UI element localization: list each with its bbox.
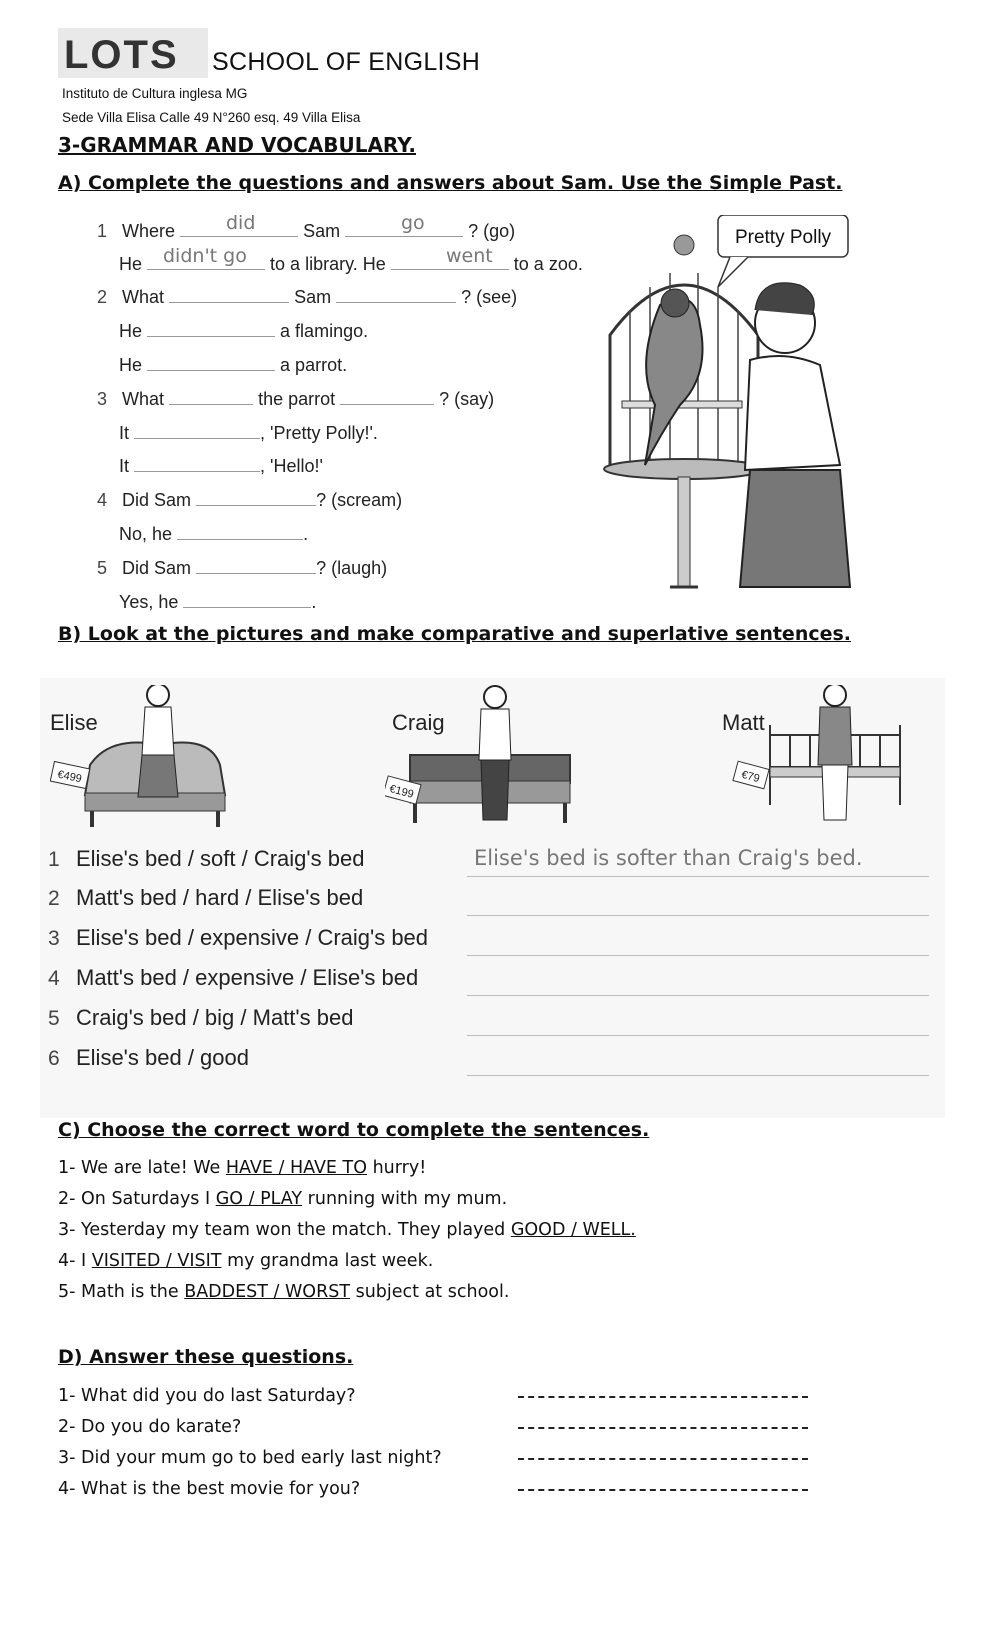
price-tag-craig: €199: [388, 782, 415, 801]
price-tag-elise: €499: [56, 768, 83, 786]
section-a-heading: A) Complete the questions and answers about Sam. Use the Simple Past.: [58, 172, 843, 194]
c-choice[interactable]: GO / PLAY: [215, 1189, 303, 1209]
d-answer-line[interactable]: [518, 1458, 808, 1462]
answer-go: go: [401, 212, 425, 234]
c-item: 1- We are late! We HAVE / HAVE TO hurry!: [58, 1158, 427, 1178]
section-c-heading: C) Choose the correct word to complete the sentences.: [58, 1119, 650, 1141]
a-line-12: Yes, he .: [119, 589, 316, 613]
c-choice[interactable]: VISITED / VISIT: [91, 1251, 222, 1271]
c-choice[interactable]: GOOD / WELL.: [510, 1220, 636, 1240]
section-title: 3-GRAMMAR AND VOCABULARY.: [58, 133, 417, 157]
person-name-elise: Elise: [50, 710, 98, 735]
speech-bubble-text: Pretty Polly: [734, 227, 832, 248]
b-answer-line[interactable]: [467, 955, 929, 956]
a-blank[interactable]: [340, 386, 434, 405]
a-line-7: It , 'Pretty Polly!'.: [119, 420, 378, 444]
a-line-1: 1 Where Sam ? (go): [97, 218, 515, 242]
school-name: SCHOOL OF ENGLISH: [212, 48, 481, 76]
a-blank[interactable]: [134, 420, 260, 439]
b-item-answer: Elise's bed is softer than Craig's bed.: [474, 846, 863, 870]
c-item: 4- I VISITED / VISIT my grandma last week.: [58, 1251, 434, 1271]
a-blank[interactable]: [169, 386, 253, 405]
a-line-11: 5 Did Sam ? (laugh): [97, 555, 387, 579]
d-question: 1- What did you do last Saturday?: [58, 1386, 356, 1406]
answer-did: did: [226, 212, 256, 234]
answer-didnt-go: didn't go: [163, 245, 247, 267]
b-item-number: 5: [48, 1007, 60, 1030]
d-question: 2- Do you do karate?: [58, 1417, 242, 1437]
b-item-prompt: Matt's bed / hard / Elise's bed: [76, 885, 364, 910]
c-choice[interactable]: HAVE / HAVE TO: [225, 1158, 368, 1178]
matt-bed-illustration: [730, 685, 930, 845]
b-item-number: 2: [48, 887, 60, 910]
craig-bed-illustration: [385, 685, 585, 845]
address: Sede Villa Elisa Calle 49 N°260 esq. 49 Villa Elisa: [62, 110, 361, 125]
b-answer-line[interactable]: [467, 915, 929, 916]
a-blank[interactable]: [169, 284, 289, 303]
c-item: 5- Math is the BADDEST / WORST subject at school.: [58, 1282, 510, 1302]
b-item-prompt: Elise's bed / good: [76, 1045, 249, 1070]
a-line-2: He to a library. He to a zoo.: [119, 251, 583, 275]
c-item: 2- On Saturdays I GO / PLAY running with my mum.: [58, 1189, 508, 1209]
a-line-10: No, he .: [119, 521, 308, 545]
c-item: 3- Yesterday my team won the match. They played GOOD / WELL.: [58, 1220, 636, 1240]
b-answer-line[interactable]: [467, 995, 929, 996]
a-blank[interactable]: [336, 284, 456, 303]
b-answer-line[interactable]: [467, 1035, 929, 1036]
a-line-3: 2 What Sam ? (see): [97, 284, 517, 308]
d-question: 4- What is the best movie for you?: [58, 1479, 361, 1499]
b-answer-line[interactable]: [467, 876, 929, 877]
b-item-prompt: Elise's bed / expensive / Craig's bed: [76, 925, 429, 950]
a-blank[interactable]: [177, 521, 303, 540]
b-item-number: 3: [48, 927, 60, 950]
a-blank[interactable]: [134, 453, 260, 472]
a-line-8: It , 'Hello!': [119, 453, 323, 477]
a-line-6: 3 What the parrot ? (say): [97, 386, 494, 410]
a-blank[interactable]: [196, 487, 316, 506]
b-item-prompt: Elise's bed / soft / Craig's bed: [76, 846, 365, 871]
b-item-number: 4: [48, 967, 60, 990]
b-item-number: 1: [48, 848, 60, 871]
elise-bed-illustration: [50, 685, 250, 845]
a-blank[interactable]: [147, 318, 275, 337]
c-choice[interactable]: BADDEST / WORST: [184, 1282, 351, 1302]
institute-name: Instituto de Cultura inglesa MG: [62, 86, 248, 101]
logo-text: LOTS: [64, 33, 179, 77]
a-blank[interactable]: [183, 589, 311, 608]
a-blank[interactable]: [147, 352, 275, 371]
b-answer-line[interactable]: [467, 1075, 929, 1076]
b-item-number: 6: [48, 1047, 60, 1070]
d-answer-line[interactable]: [518, 1489, 808, 1493]
a-line-5: He a parrot.: [119, 352, 347, 376]
d-question: 3- Did your mum go to bed early last night?: [58, 1448, 442, 1468]
d-answer-line[interactable]: [518, 1427, 808, 1431]
a-blank[interactable]: [196, 555, 316, 574]
section-b-heading: B) Look at the pictures and make comparative and superlative sentences.: [58, 623, 852, 645]
person-name-matt: Matt: [722, 710, 765, 735]
b-item-prompt: Craig's bed / big / Matt's bed: [76, 1005, 354, 1030]
lots-logo: [58, 28, 208, 78]
a-line-9: 4 Did Sam ? (scream): [97, 487, 402, 511]
a-line-4: He a flamingo.: [119, 318, 368, 342]
d-answer-line[interactable]: [518, 1396, 808, 1400]
answer-went: went: [446, 245, 493, 267]
section-d-heading: D) Answer these questions.: [58, 1346, 354, 1368]
parrot-cage-illustration: [600, 215, 860, 605]
b-item-prompt: Matt's bed / expensive / Elise's bed: [76, 965, 419, 990]
price-tag-matt: €79: [740, 768, 761, 786]
person-name-craig: Craig: [392, 710, 445, 735]
